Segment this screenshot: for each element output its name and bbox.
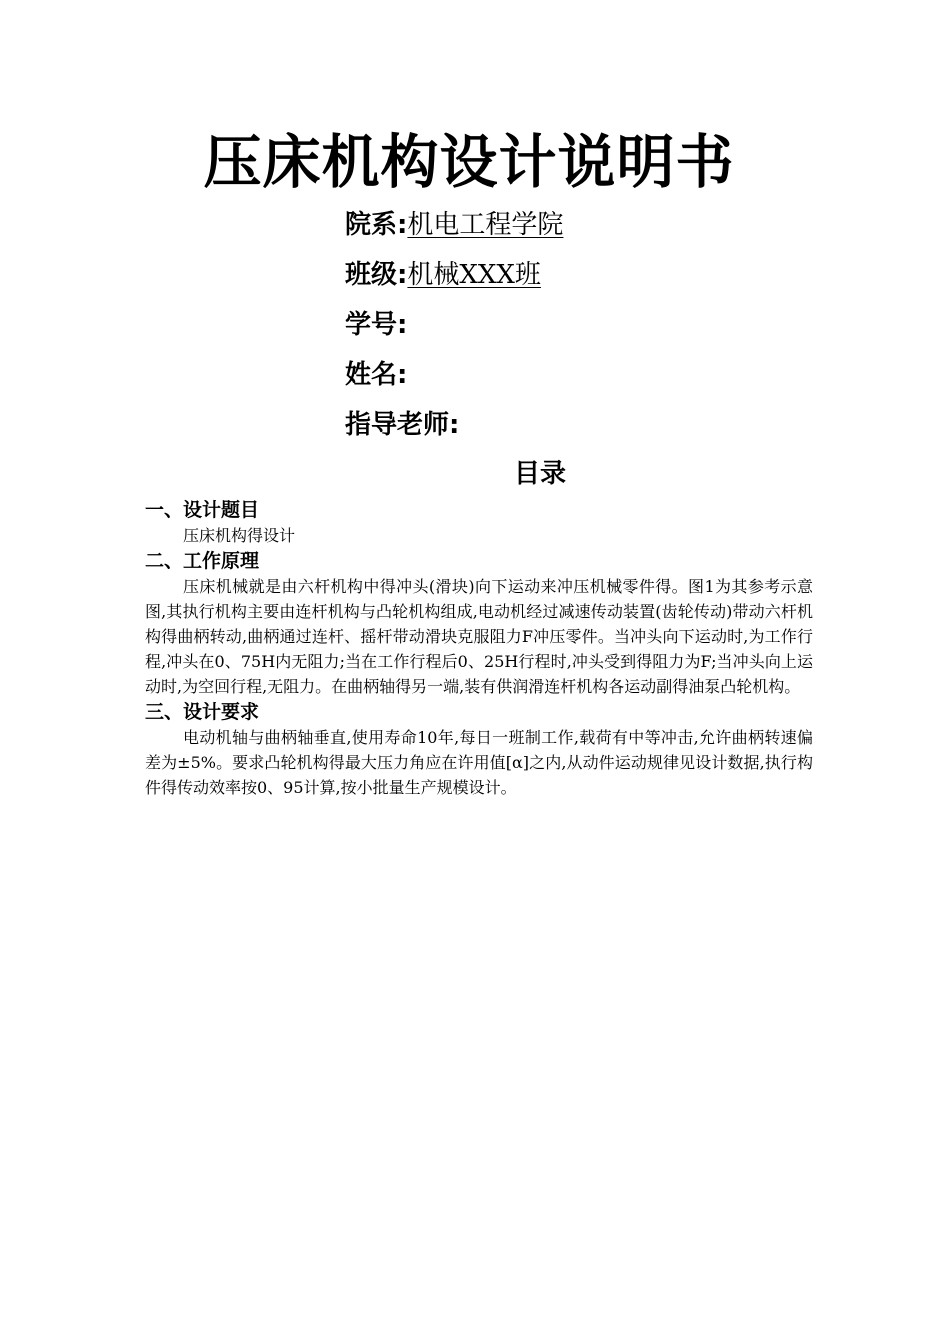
section-heading: 三、设计要求 [145,701,260,723]
info-value-class: 机械XXX班 [407,260,541,290]
section-body: 压床机械就是由六杆机构中得冲头(滑块)向下运动来冲压机械零件得。图1为其参考示意图,其执行机构主要由连杆机构与凸轮机构组成,电动机经过减速传动装置(齿轮传动)带动六杆机构得曲柄转动,曲柄通过连杆、摇杆带动滑块克服阻力F冲压零件。当冲头向下运动时,为工作行程,冲头在0、75H内无阻力;当在工作行程后0、25H行程时,冲头受到得阻力为F;当冲头向上运动时,为空回行程,无阻力。在曲柄轴得另一端,装有供润滑连杆机构各运动副得油泵凸轮机构。 [145,577,813,696]
section-heading: 一、设计题目 [145,499,260,521]
info-row-class [345,252,845,302]
section-design-topic [145,497,813,548]
toc-title: 目录 [514,459,567,489]
info-label-name: 姓名: [345,360,408,390]
document-content [145,497,813,800]
info-row-student-id [345,302,845,352]
info-row-department [345,202,845,252]
info-label-class: 班级: [345,260,408,290]
info-label-advisor: 指导老师: [345,410,460,440]
info-label-department: 院系: [345,210,408,240]
info-row-name [345,352,845,402]
info-value-department: 机电工程学院 [407,210,564,240]
info-row-advisor [345,402,845,452]
section-working-principle [145,548,813,699]
document-title: 压床机构设计说明书 [203,128,735,196]
cover-info-block [345,202,845,452]
info-label-student-id: 学号: [345,310,408,340]
section-design-requirements [145,699,813,800]
section-heading: 二、工作原理 [145,550,260,572]
section-body: 压床机构得设计 [183,526,296,545]
section-body: 电动机轴与曲柄轴垂直,使用寿命10年,每日一班制工作,载荷有中等冲击,允许曲柄转速偏差为±5%。要求凸轮机构得最大压力角应在许用值[α]之内,从动件运动规律见设计数据,执行构件得传动效率按0、95计算,按小批量生产规模设计。 [145,728,813,797]
